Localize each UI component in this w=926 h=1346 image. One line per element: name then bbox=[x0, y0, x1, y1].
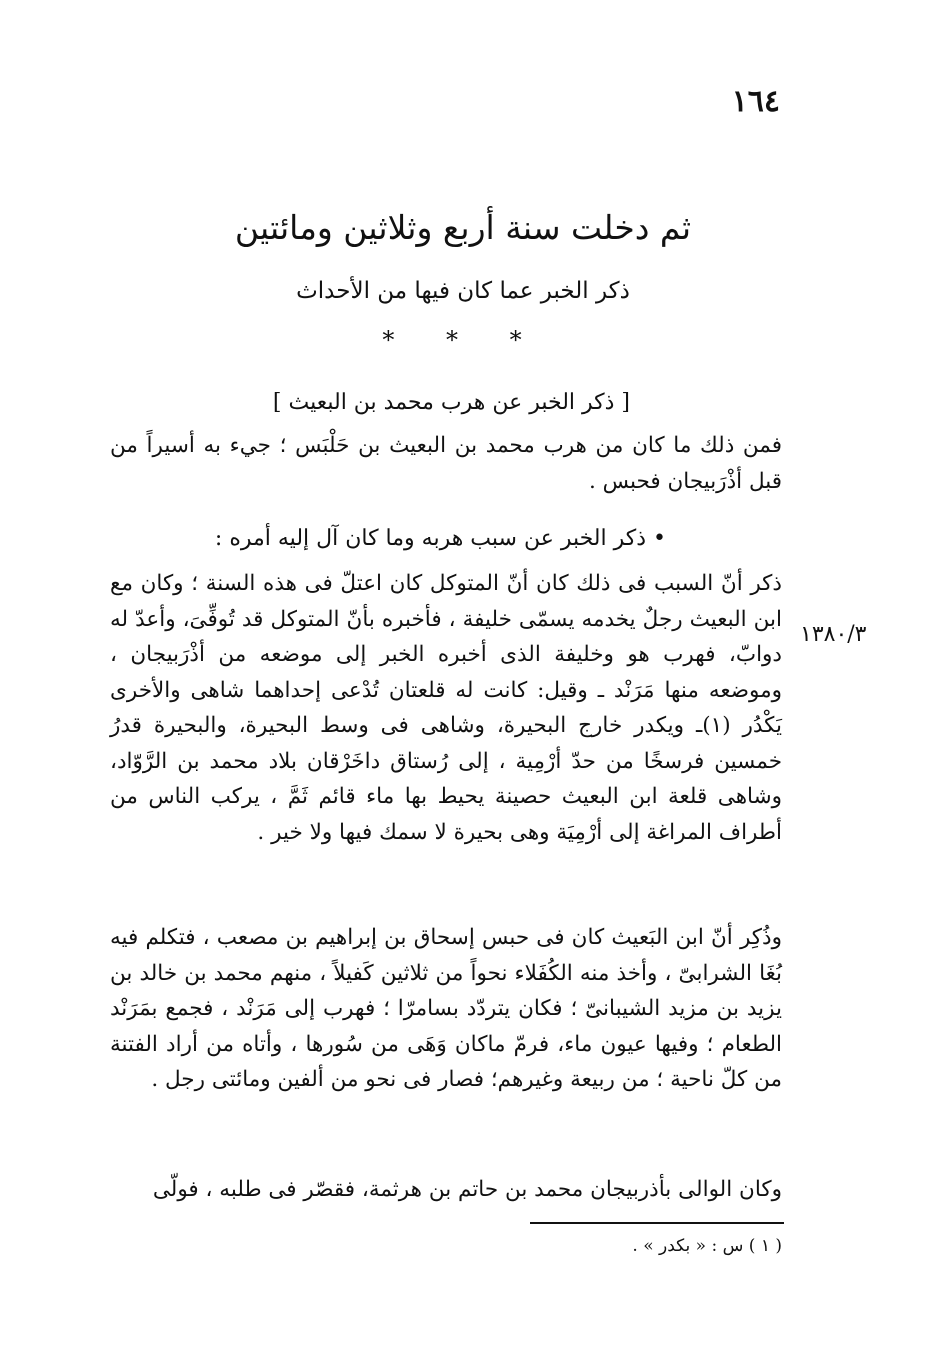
chapter-subtitle: ذكر الخبر عما كان فيها من الأحداث bbox=[296, 278, 630, 304]
section-heading-cause: • ذكر الخبر عن سبب هربه وما كان آل إليه أمره : bbox=[214, 526, 666, 551]
footnote: ( ١ ) س : « بكدر » . bbox=[632, 1236, 782, 1256]
chapter-title: ثم دخلت سنة أربع وثلاثين ومائتين bbox=[234, 208, 692, 247]
paragraph-cause: ذكر أنّ السبب فى ذلك كان أنّ المتوكل كان اعتلّ فى هذه السنة ؛ وكان مع ابن البعيث رجلٌ يخدمه يسمّى خليفة ، فأخبره بأنّ المتوكل قد تُوفِّىَ، وأعدّ له دوابّ، فهرب هو وخليفة الذى أخبره الخبر إلى موضعه من أذْرَبيجان ، وموضعه منها مَرَنْد ـ وقيل: كانت له قلعتان تُدْعى إحداهما شاهى والأخرى يَكْدُر (١)ـ ويكدر خارج البحيرة، وشاهى فى وسط البحيرة، والبحيرة قدرُ خمسين فرسخًا من حدّ أرْمِية ، إلى رُستاق داخَرْقان بلاد محمد بن الرَّوّاد، وشاهى قلعة ابن البعيث حصينة يحيط بها ماء قائم ثَمَّ ، يركب الناس من أطراف المراغة إلى أرْمِيَة وهى بحيرة لا سمك فيها ولا خير . bbox=[110, 571, 783, 845]
margin-reference: ١٣٨٠/٣ bbox=[800, 622, 867, 647]
paragraph-prison: وذُكِر أنّ ابن البَعيث كان فى حبس إسحاق بن إبراهيم بن مصعب ، فتكلم فيه بُغَا الشرابىّ ، وأخذ منه الكُفَلاء نحواً من ثلاثين كَفيلاً ، منهم محمد بن خالد بن يزيد بن مزيد الشيبانىّ ؛ فكان يتردّد بسامرّا ؛ فهرب إلى مَرَنْد ، فجمع بمَرَنْد الطعام ؛ وفيها عيون ماء، فرمّ ماكان وَهَى من سُورها ، وأتاه من أراد الفتنة من كلّ ناحية ؛ من ربيعة وغيرهم؛ فصار فى نحو من ألفين ومائتى رجل . bbox=[110, 925, 782, 1092]
page-number: ١٦٤ bbox=[731, 84, 780, 119]
paragraph-governor: وكان الوالى بأذربيجان محمد بن حاتم بن هرثمة، فقصّر فى طلبه ، فولّى bbox=[152, 1177, 782, 1202]
ornament-stars: * * * bbox=[382, 326, 544, 354]
section-heading-escape: [ ذكر الخبر عن هرب محمد بن البعيث ] bbox=[272, 390, 630, 415]
paragraph-intro: فمن ذلك ما كان من هرب محمد بن البعيث بن حَلْبَس ؛ جيء به أسيراً من قبل أذْرَبيجان فحبس . bbox=[110, 433, 782, 494]
footnote-divider bbox=[530, 1222, 784, 1224]
